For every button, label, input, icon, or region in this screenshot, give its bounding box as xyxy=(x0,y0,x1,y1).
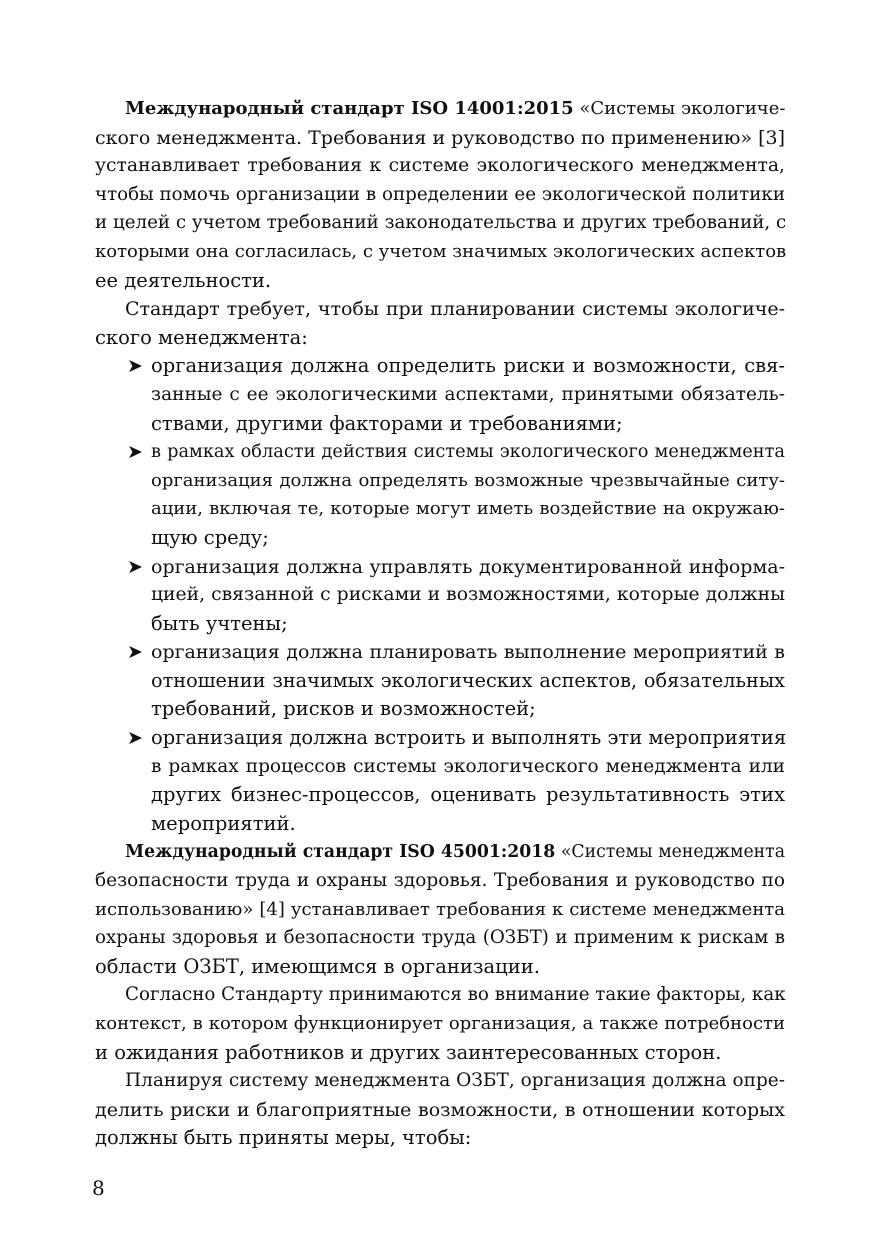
text-line: других бизнес-процессов, оценивать результативность этих xyxy=(151,783,785,807)
paragraph-context xyxy=(95,981,785,1067)
text-line: организация должна определять возможные чрезвычайные ситу- xyxy=(151,469,785,491)
text-line: быть учтены; xyxy=(151,611,288,635)
text-line: которыми она согласилась, с учетом значимых экологических аспектов xyxy=(95,240,787,262)
text-line: мероприятий. xyxy=(151,811,296,835)
text-line: ского менеджмента. Требования и руководство по применению» [3] xyxy=(95,126,785,149)
standard-title: Международный стандарт ISO 45001:2018 xyxy=(125,842,556,863)
text-line: ского менеджмента: xyxy=(95,325,308,349)
arrow-bullet-icon: ➤ xyxy=(127,641,143,664)
text-line: отношении значимых экологических аспектов, обязательных xyxy=(151,668,785,692)
text-line: контекст, в котором функционирует организация, а также потребности xyxy=(95,1013,785,1034)
text-line: и целей с учетом требований законодательства и других требований, с xyxy=(95,212,787,234)
arrow-bullet-icon: ➤ xyxy=(127,555,143,578)
paragraph-standard-requires xyxy=(95,295,785,352)
text-line: Стандарт требует, чтобы при планировании системы экологиче- xyxy=(125,298,785,321)
arrow-bullet-icon: ➤ xyxy=(127,727,143,750)
arrow-bullet-icon: ➤ xyxy=(127,355,143,378)
text-line: Международный стандарт ISO 14001:2015 «Системы экологиче- xyxy=(125,98,786,119)
text-line: в рамках процессов системы экологического менеджмента или xyxy=(151,755,785,777)
paragraph-iso-14001 xyxy=(95,95,785,295)
text-line: щую среду; xyxy=(151,525,269,549)
text-line: ➤ организация должна определить риски и возможности, свя- xyxy=(95,352,785,381)
text-line: охраны здоровья и безопасности труда (ОЗБТ) и применим к рискам в xyxy=(95,927,785,949)
text-line: чтобы помочь организации в определении ее экологической политики xyxy=(95,183,785,205)
page-number: 8 xyxy=(92,1176,105,1200)
text-line: использованию» [4] устанавливает требования к системе менеджмента xyxy=(95,898,785,920)
text-line: области ОЗБТ, имеющимся в организации. xyxy=(95,954,540,978)
text-line: Международный стандарт ISO 45001:2018 «Системы менеджмента xyxy=(125,842,785,863)
text-line: устанавливает требования к системе экологического менеджмента, xyxy=(95,155,785,177)
text-line: занные с ее экологическими аспектами, принятыми обязатель- xyxy=(151,383,785,405)
text-line: Согласно Стандарту принимаются во внимание такие факторы, как xyxy=(125,984,786,1006)
text-line: требований, рисков и возможностей; xyxy=(151,697,536,721)
text-line: ➤ в рамках области действия системы экологического менеджмента xyxy=(95,438,785,467)
paragraph-iso-45001 xyxy=(95,838,785,981)
text-line: ➤ организация должна планировать выполнение мероприятий в xyxy=(95,638,785,667)
text-line: делить риски и благоприятные возможности, в отношении которых xyxy=(95,1098,785,1121)
bullet-item xyxy=(95,638,785,724)
text-line: ствами, другими факторами и требованиями; xyxy=(151,411,623,435)
bullet-item xyxy=(95,553,785,639)
text-line: ➤ организация должна управлять документированной информа- xyxy=(95,553,785,582)
paragraph-planning xyxy=(95,1067,785,1153)
text-line: ее деятельности. xyxy=(95,268,272,292)
text-line: ➤ организация должна встроить и выполнять эти мероприятия xyxy=(95,724,785,753)
bullet-item xyxy=(95,438,785,552)
text-line: Планируя систему менеджмента ОЗБТ, организация должна опре- xyxy=(125,1070,785,1092)
text-line: и ожидания работников и других заинтересованных сторон. xyxy=(95,1040,722,1064)
bullet-item xyxy=(95,352,785,438)
bullet-list xyxy=(95,352,785,838)
bullet-item xyxy=(95,724,785,838)
arrow-bullet-icon: ➤ xyxy=(127,441,143,464)
text-line: ации, включая те, которые могут иметь воздействие на окружаю- xyxy=(151,498,785,520)
text-line: цией, связанной с рисками и возможностями, которые должны xyxy=(151,584,785,606)
standard-title: Международный стандарт ISO 14001:2015 xyxy=(125,98,574,119)
text-line: должны быть приняты меры, чтобы: xyxy=(95,1126,472,1150)
text-line: безопасности труда и охраны здоровья. Требования и руководство по xyxy=(95,870,785,892)
